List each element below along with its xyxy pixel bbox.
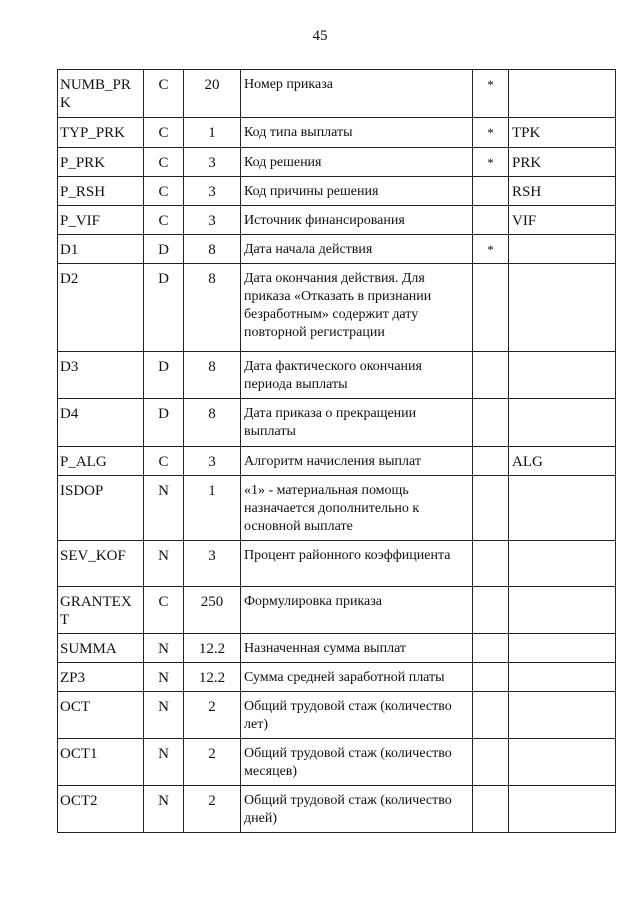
cell-ref — [509, 70, 616, 118]
cell-desc: Дата приказа о прекращении выплаты — [241, 399, 473, 447]
cell-req: * — [473, 70, 509, 118]
table-row — [58, 235, 616, 264]
cell-len: 250 — [184, 587, 241, 634]
cell-name: TYP_PRK — [58, 118, 144, 148]
cell-req — [473, 399, 509, 447]
table-row — [58, 786, 616, 833]
cell-req — [473, 692, 509, 739]
cell-len: 20 — [184, 70, 241, 118]
cell-ref: ALG — [509, 447, 616, 476]
table-row — [58, 206, 616, 235]
cell-type: N — [144, 476, 184, 541]
cell-type: N — [144, 692, 184, 739]
cell-len: 1 — [184, 118, 241, 148]
cell-name: D1 — [58, 235, 144, 264]
cell-type: C — [144, 70, 184, 118]
cell-name: OCT2 — [58, 786, 144, 833]
cell-req: * — [473, 235, 509, 264]
cell-name: OCT — [58, 692, 144, 739]
cell-name: P_RSH — [58, 177, 144, 206]
cell-ref — [509, 739, 616, 786]
cell-req: * — [473, 118, 509, 148]
cell-req — [473, 541, 509, 587]
cell-ref — [509, 634, 616, 663]
table-row — [58, 352, 616, 399]
cell-desc: Общий трудовой стаж (количество лет) — [241, 692, 473, 739]
cell-req — [473, 786, 509, 833]
cell-desc: Код типа выплаты — [241, 118, 473, 148]
cell-ref: TPK — [509, 118, 616, 148]
page-number: 45 — [312, 28, 328, 44]
cell-name: ISDOP — [58, 476, 144, 541]
cell-desc: Дата начала действия — [241, 235, 473, 264]
table-row — [58, 264, 616, 352]
cell-ref: RSH — [509, 177, 616, 206]
cell-ref — [509, 235, 616, 264]
table-row — [58, 118, 616, 148]
cell-name: ZP3 — [58, 663, 144, 692]
table-row — [58, 692, 616, 739]
cell-desc: Процент районного коэффициента — [241, 541, 473, 587]
cell-ref — [509, 786, 616, 833]
cell-len: 3 — [184, 148, 241, 177]
cell-len: 3 — [184, 447, 241, 476]
table-row — [58, 399, 616, 447]
table-row — [58, 739, 616, 786]
cell-type: N — [144, 786, 184, 833]
cell-type: C — [144, 447, 184, 476]
cell-desc: Сумма средней заработной платы — [241, 663, 473, 692]
table-row — [58, 541, 616, 587]
cell-name: SUMMA — [58, 634, 144, 663]
cell-req — [473, 352, 509, 399]
cell-name: D2 — [58, 264, 144, 352]
cell-type: D — [144, 235, 184, 264]
cell-type: C — [144, 206, 184, 235]
cell-type: C — [144, 587, 184, 634]
cell-type: C — [144, 148, 184, 177]
cell-desc: Источник финансирования — [241, 206, 473, 235]
cell-desc: Дата окончания действия. Для приказа «Отказать в признании безработным» содержит дату повторной регистрации — [241, 264, 473, 352]
cell-desc: Общий трудовой стаж (количество дней) — [241, 786, 473, 833]
cell-len: 8 — [184, 352, 241, 399]
cell-ref — [509, 663, 616, 692]
cell-len: 12.2 — [184, 634, 241, 663]
cell-len: 8 — [184, 264, 241, 352]
table-row — [58, 70, 616, 118]
cell-req — [473, 476, 509, 541]
cell-ref — [509, 587, 616, 634]
cell-req: * — [473, 148, 509, 177]
cell-ref: VIF — [509, 206, 616, 235]
cell-name: OCT1 — [58, 739, 144, 786]
cell-type: N — [144, 739, 184, 786]
cell-len: 3 — [184, 177, 241, 206]
cell-desc: Номер приказа — [241, 70, 473, 118]
cell-desc: Код причины решения — [241, 177, 473, 206]
cell-ref — [509, 399, 616, 447]
cell-len: 1 — [184, 476, 241, 541]
cell-name: SEV_KOF — [58, 541, 144, 587]
cell-len: 8 — [184, 399, 241, 447]
field-spec-table — [57, 69, 616, 833]
cell-ref — [509, 476, 616, 541]
cell-name: P_PRK — [58, 148, 144, 177]
cell-desc: «1» - материальная помощь назначается дополнительно к основной выплате — [241, 476, 473, 541]
cell-ref — [509, 692, 616, 739]
cell-len: 8 — [184, 235, 241, 264]
cell-len: 2 — [184, 786, 241, 833]
cell-len: 12.2 — [184, 663, 241, 692]
cell-req — [473, 177, 509, 206]
cell-req — [473, 447, 509, 476]
cell-ref: PRK — [509, 148, 616, 177]
cell-len: 2 — [184, 739, 241, 786]
cell-type: D — [144, 264, 184, 352]
table-row — [58, 634, 616, 663]
table-row — [58, 663, 616, 692]
cell-len: 2 — [184, 692, 241, 739]
cell-desc: Формулировка приказа — [241, 587, 473, 634]
cell-req — [473, 739, 509, 786]
cell-name: D4 — [58, 399, 144, 447]
cell-len: 3 — [184, 541, 241, 587]
cell-type: D — [144, 399, 184, 447]
cell-type: N — [144, 541, 184, 587]
cell-type: C — [144, 118, 184, 148]
cell-desc: Общий трудовой стаж (количество месяцев) — [241, 739, 473, 786]
table-row — [58, 148, 616, 177]
cell-len: 3 — [184, 206, 241, 235]
cell-type: N — [144, 634, 184, 663]
cell-type: D — [144, 352, 184, 399]
cell-name: NUMB_PRK — [58, 70, 144, 118]
table-row — [58, 476, 616, 541]
cell-name: GRANTEXT — [58, 587, 144, 634]
cell-name: P_VIF — [58, 206, 144, 235]
cell-desc: Алгоритм начисления выплат — [241, 447, 473, 476]
cell-ref — [509, 352, 616, 399]
cell-ref — [509, 264, 616, 352]
cell-desc: Назначенная сумма выплат — [241, 634, 473, 663]
table-row — [58, 177, 616, 206]
cell-type: N — [144, 663, 184, 692]
cell-type: C — [144, 177, 184, 206]
cell-name: D3 — [58, 352, 144, 399]
cell-req — [473, 634, 509, 663]
cell-req — [473, 663, 509, 692]
cell-req — [473, 587, 509, 634]
cell-name: P_ALG — [58, 447, 144, 476]
cell-desc: Дата фактического окончания периода выплаты — [241, 352, 473, 399]
cell-ref — [509, 541, 616, 587]
cell-req — [473, 264, 509, 352]
cell-desc: Код решения — [241, 148, 473, 177]
table-row — [58, 447, 616, 476]
table-row — [58, 587, 616, 634]
cell-req — [473, 206, 509, 235]
